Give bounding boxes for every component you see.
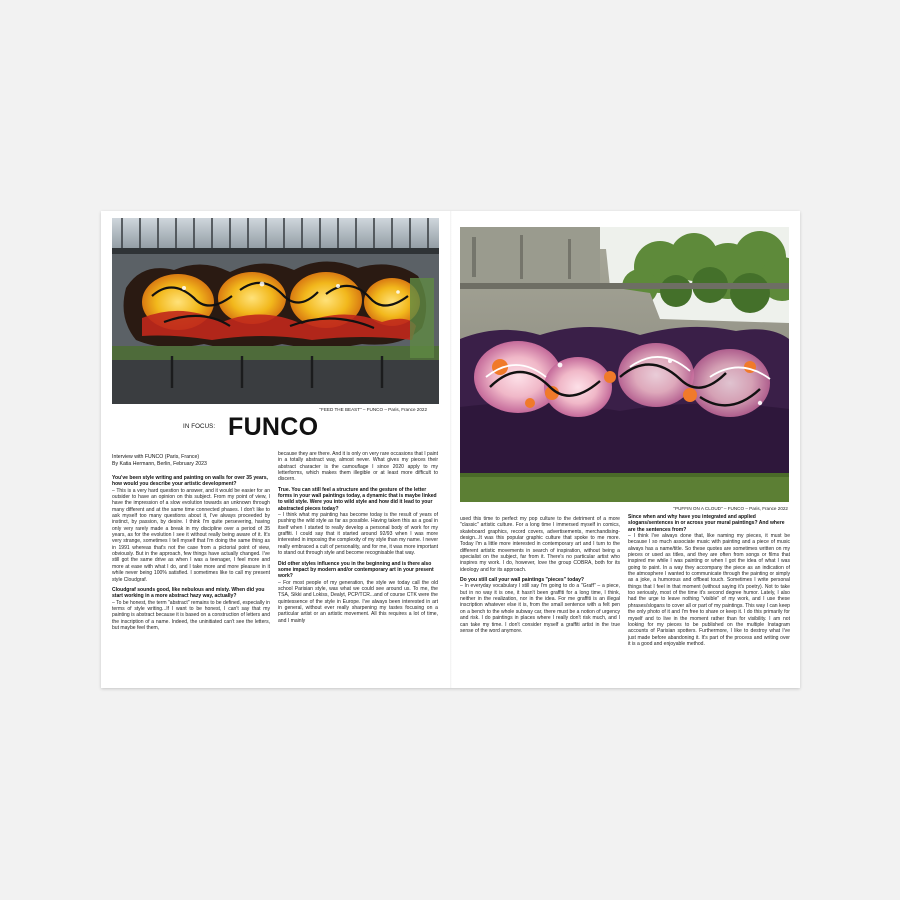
byline-author: By Katia Hermann, Berlin, February 2023 bbox=[112, 461, 207, 467]
question: True. You can still feel a structure and the gesture of the letter forms in your wall paintings today, a dynamic that is maybe linked to wild style. Were you into wild style and how did it lead to your abstracted pieces today? bbox=[278, 486, 437, 512]
photo-caption-left: "FEED THE BEAST" – FUNCO – Paris, France 2022 bbox=[319, 407, 427, 412]
answer: – For most people of my generation, the style we today call the old school Parisian style, was what we could see around us. To me, the TSA, Sikki and Lokiss, Dealyt, PCP/TCR...and of course CTK were the quintessence of the style in Europe. I've always been interested in art in general, without ever really sharpening my tastes focusing on a particular artist or an artistic movement. All this requires a lot of time, and I mainly bbox=[278, 579, 438, 624]
byline-interview: Interview with FUNCO (Paris, France) bbox=[112, 454, 200, 460]
mural-photo-puffin-on-a-cloud bbox=[460, 227, 789, 502]
answer: – In everyday vocabulary I still say I'm going to do a "Graff" – a piece, but in no way it is one, it hasn't been graffiti for a long time, I think, neither in the realization, nor in the idea. For me graffiti is an illegal inscription whatever else it is, from the small sentence with a felt pen on a bench to the whole subway car, there must be a notion of urgency and risk. I do paintings in places where I really don't risk much, and I can take my time. I don't consider myself a graffiti artist in the true sense of the word anymore. bbox=[460, 583, 620, 634]
question: Did other styles influence you in the beginning and is there also some impact by modern and/or contemporary art in your present work? bbox=[278, 560, 434, 580]
answer: – I think what my painting has become today is the result of years of pushing the wild style as far as possible. Having taken this as a goal in itself when I started to really develop a personal body of work for my graffiti. I could say that it started around 92/93 when I was more interested in imposing the complexity of my style than my name. I never really embraced a cult of personality, and for me, it was more important to stand out through style and become recognisable that way. bbox=[278, 512, 438, 557]
answer: used this time to perfect my pop culture to the detriment of a more "classic" artistic culture. For a long time I immersed myself in comics, skateboard graphics, record covers, advertisements, merchandising-design...It was this popular graphic culture that spoke to me more. Today I'm a little more interested in contemporary art and I turn to the different artistic movements in search of inspiration, without being a specialist on the subject, far from it. There's no particular artist who inspires my work. I do, however, love the group COBRA, both for its ideology and for its approach. bbox=[460, 516, 620, 573]
byline bbox=[112, 454, 207, 468]
question: Do you still call your wall paintings "pieces" today? bbox=[460, 577, 584, 584]
page-gutter bbox=[450, 211, 452, 688]
answer: – I think I've always done that, like naming my pieces, it must be because I so much associate music with painting and a piece of music always has a name/title. So these quotes are sometimes written on my pieces or used as titles, and they are often from songs or films that inspired me while I was painting or when I got the idea of what I was going to paint. In a way they accompany the piece as an indication of the atmosphere I wanted to communicate through the painting or simply as a joke, a humorous and offbeat touch. Sometimes I write personal things that I feel in that moment (without saying it's poetry). Not to take too seriously, most of the time it's second degree humor. Lately, I also had the urge to leave nothing "visible" of my work, and I use these phrases/slogans to cover all or part of my paintings. This way I can keep the only photo of it and I'm free to share or keep it. I do this primarily for myself and to live in the moment rather than for visibility. I am not looking for my pieces to be published on the multiple Instagram accounts of Parisian spotters. Furthermore, I like to destroy what I've just made before abandoning it. It's part of the process and writing over it is a good and enjoyable method. bbox=[628, 533, 790, 647]
photo-caption-right: "PUFFIN ON A CLOUD" – FUNCO – Paris, France 2022 bbox=[673, 506, 788, 511]
answer: – To be honest, the term "abstract" remains to be defined, especially in terms of style writing...If I want to be honest, I can't say that my painting is abstract because it is based on a construction of letters and the inscription of a name. Indeed, the uninitiated can't see the letters, but maybe feel them, bbox=[112, 599, 270, 631]
answer: – This is a very hard question to answer, and it would be easier for an outsider to have an opinion on this subject. From my point of view, I have the impression of a slow evolution towards an unknown through many different and at the same time connected phases. I don't like to ask myself too many questions about it, I've always proceeded by instinct, by passion, by desire. I think I'm quite persevering, having only very rarely made a break in my discipline over a period of 35 years, as for the evolution I see it without really being aware of it. It's very strange, sometimes I tell myself that I'm doing the same thing as in 1991 whereas that's not the case from a pictorial point of view, obviously. But in the approach, few things have actually changed. I've still got the same drive as when I was a teenager, I feel more and more at ease with what I do, and I take more and more pleasure in it while never being 100% satisfied. I sometimes like to call my present style Cloudgraf. bbox=[112, 487, 270, 583]
mural-photo-feed-the-beast bbox=[112, 218, 439, 404]
question: Since when and why have you integrated and applied slogans/sentences in or across your mural paintings? And where are the sentences from? bbox=[628, 514, 785, 533]
question: You've been style writing and painting on walls for over 35 years, how would you describe your artistic development? bbox=[112, 475, 268, 488]
text-column-4 bbox=[628, 514, 790, 684]
answer: because they are there. And it is only on very rare occasions that I paint in a totally abstract way, almost never. What gives my pieces their abstract character is the camouflage I since 2020 apply to my letterforms, which makes them illegible or at least more difficult to discern. bbox=[278, 451, 438, 483]
text-column-2 bbox=[278, 451, 438, 683]
text-column-1 bbox=[112, 475, 270, 683]
text-column-3 bbox=[460, 516, 620, 683]
article-title: FUNCO bbox=[228, 413, 319, 441]
section-label: IN FOCUS: bbox=[183, 423, 216, 430]
question: Cloudgraf sounds good, like nebulous and misty. When did you start working in a more abstract hazy way, actually? bbox=[112, 586, 265, 600]
magazine-spread bbox=[101, 211, 800, 688]
